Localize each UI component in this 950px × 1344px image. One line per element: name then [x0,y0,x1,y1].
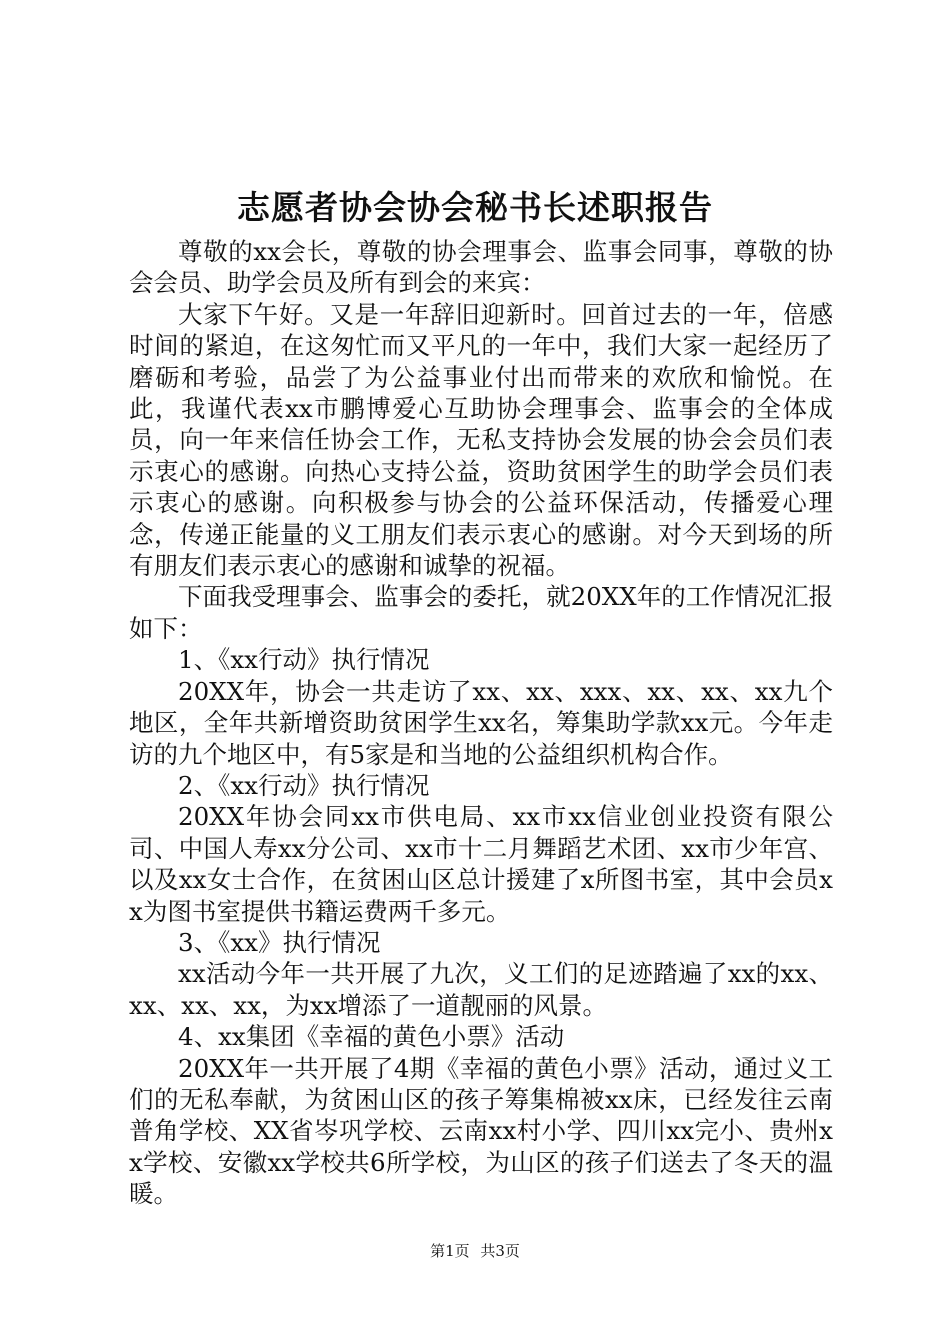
document-title: 志愿者协会协会秘书长述职报告 [237,188,713,227]
page-total: 共3页 [480,1242,520,1260]
document-body [129,236,833,1210]
page-number: 第1页 [430,1242,470,1260]
page-footer [0,1241,950,1261]
paragraph-section-3: xx活动今年一共开展了九次，义工们的足迹踏遍了xx的xx、xx、xx、xx，为xx增添了一道靓丽的风景。 [129,959,833,1020]
paragraph-salutation: 尊敬的xx会长，尊敬的协会理事会、监事会同事，尊敬的协会会员、助学会员及所有到会的来宾： [129,237,833,298]
paragraph-report-intro: 下面我受理事会、监事会的委托，就20XX年的工作情况汇报如下： [129,582,833,643]
section-heading-3: 3、《xx》执行情况 [178,927,381,957]
paragraph-section-1: 20XX年，协会一共走访了xx、xx、xxx、xx、xx、xx九个地区，全年共新增资助贫困学生xx名，筹集助学款xx元。今年走访的九个地区中，有5家是和当地的公益组织机构合作。 [129,676,833,769]
paragraph-section-2: 20XX年协会同xx市供电局、xx市xx信业创业投资有限公司、中国人寿xx分公司、xx市十二月舞蹈艺术团、xx市少年宫、以及xx女士合作，在贫困山区总计援建了x所图书室，其中会员xx为图书室提供书籍运费两千多元。 [129,802,833,926]
section-heading-4: 4、xx集团《幸福的黄色小票》活动 [178,1022,565,1052]
paragraph-greeting: 大家下午好。又是一年辞旧迎新时。回首过去的一年，倍感时间的紧迫，在这匆忙而又平凡的一年中，我们大家一起经历了磨砺和考验，品尝了为公益事业付出而带来的欢欣和愉悦。在此，我谨代表xx市鹏博爱心互助协会理事会、监事会的全体成员，向一年来信任协会工作，无私支持协会发展的协会会员们表示衷心的感谢。向热心支持公益，资助贫困学生的助学会员们表示衷心的感谢。向积极参与协会的公益环保活动，传播爱心理念，传递正能量的义工朋友们表示衷心的感谢。对今天到场的所有朋友们表示衷心的感谢和诚挚的祝福。 [129,299,833,581]
section-heading-1: 1、《xx行动》执行情况 [178,645,430,675]
paragraph-section-4: 20XX年一共开展了4期《幸福的黄色小票》活动，通过义工们的无私奉献，为贫困山区的孩子筹集棉被xx床，已经发往云南普角学校、XX省岑巩学校、云南xx村小学、四川xx完小、贵州xx学校、安徽xx学校共6所学校，为山区的孩子们送去了冬天的温暖。 [129,1053,833,1209]
section-heading-2: 2、《xx行动》执行情况 [178,770,430,800]
